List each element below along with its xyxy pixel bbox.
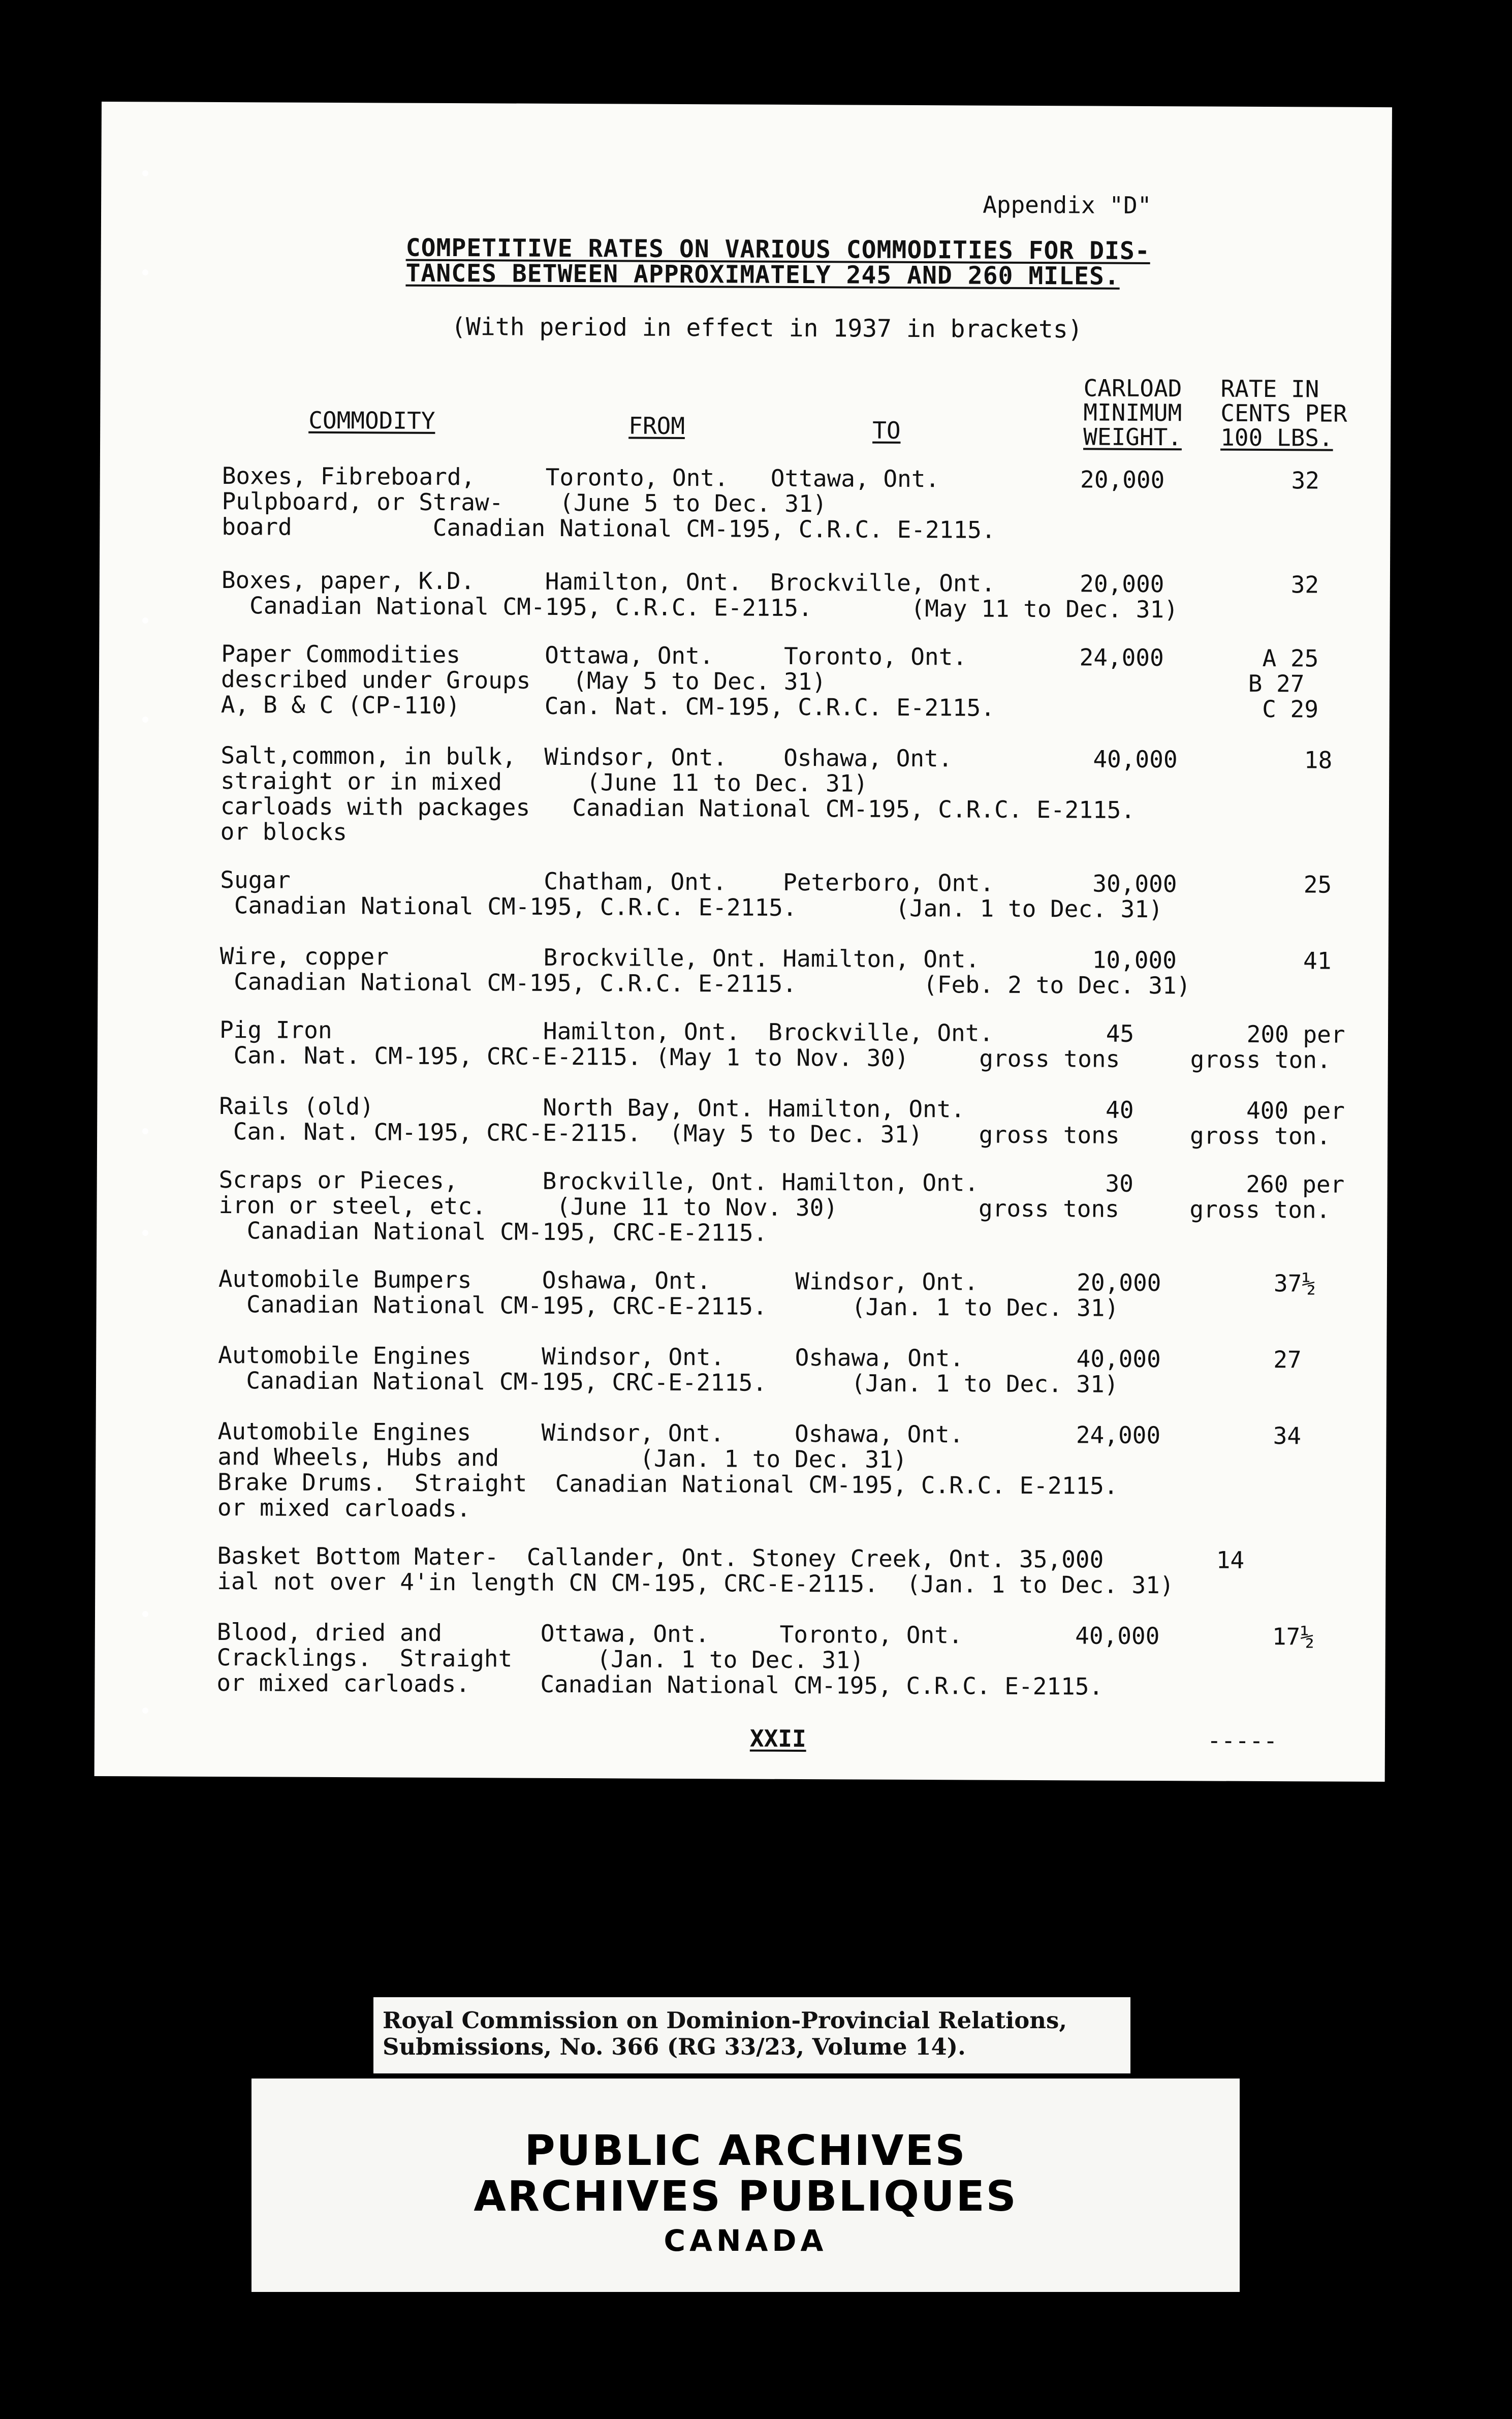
title-line-2: TANCES BETWEEN APPROXIMATELY 245 AND 260 MILES. <box>405 259 1120 291</box>
entry-line: described under Groups (May 5 to Dec. 31) B 27 <box>220 665 1305 698</box>
header-rate-3: 100 LBS. <box>1220 423 1333 452</box>
entry-line: Paper Commodities Ottawa, Ont. Toronto, Ont. 24,000 A 25 <box>221 640 1319 672</box>
entry-line: Canadian National CM-195, C.R.C. E-2115. (Feb. 2 to Dec. 31) <box>219 968 1191 1000</box>
entry-line: or mixed carloads. Canadian National CM-195, C.R.C. E-2115. <box>216 1669 1104 1700</box>
header-commodity: COMMODITY <box>308 406 435 435</box>
punch-hole <box>142 717 148 723</box>
archive-citation-label <box>373 1997 1130 2073</box>
header-rate-1: RATE IN <box>1220 375 1319 403</box>
entry-line: A, B & C (CP-110) Can. Nat. CM-195, C.R.C. E-2115. C 29 <box>220 691 1319 723</box>
citation-line-2: Submissions, No. 366 (RG 33/23, Volume 14). <box>383 2033 966 2060</box>
punch-hole <box>142 1230 148 1236</box>
entry-line: Boxes, Fibreboard, Toronto, Ont. Ottawa, Ont. 20,000 32 <box>222 462 1320 494</box>
entry-line: Rails (old) North Bay, Ont. Hamilton, Ont. 40 400 per <box>219 1092 1345 1125</box>
punch-hole <box>142 1708 148 1714</box>
entry-line: Automobile Engines Windsor, Ont. Oshawa, Ont. 24,000 34 <box>217 1417 1302 1450</box>
entry-line: Can. Nat. CM-195, CRC-E-2115. (May 5 to Dec. 31) gross tons gross ton. <box>219 1118 1331 1150</box>
entry-line: board Canadian National CM-195, C.R.C. E-2115. <box>222 513 996 544</box>
entry-line: Pig Iron Hamilton, Ont. Brockville, Ont. 45 200 per <box>219 1016 1345 1048</box>
entry-line: Blood, dried and Ottawa, Ont. Toronto, Ont. 40,000 17½ <box>216 1618 1315 1651</box>
entry-line: Basket Bottom Mater- Callander, Ont. Stoney Creek, Ont. 35,000 14 <box>217 1542 1245 1574</box>
entry-line: iron or steel, etc. (June 11 to Nov. 30) gross tons gross ton. <box>218 1191 1331 1224</box>
entry-line: Salt,common, in bulk, Windsor, Ont. Oshawa, Ont. 40,000 18 <box>220 741 1333 774</box>
entry-line: Canadian National CM-195, CRC-E-2115. (Jan. 1 to Dec. 31) <box>218 1290 1119 1322</box>
appendix-label: Appendix "D" <box>983 191 1152 220</box>
archive-stamp <box>251 2079 1240 2292</box>
entry-line: Canadian National CM-195, C.R.C. E-2115. (Jan. 1 to Dec. 31) <box>219 891 1163 923</box>
punch-hole <box>142 170 148 176</box>
header-rate-2: CENTS PER <box>1220 399 1347 427</box>
title-line-1: COMPETITIVE RATES ON VARIOUS COMMODITIES FOR DIS- <box>405 233 1150 266</box>
punch-hole <box>142 1128 148 1134</box>
header-carload-2: MINIMUM <box>1083 398 1182 427</box>
entry-line: Canadian National CM-195, CRC-E-2115. (Jan. 1 to Dec. 31) <box>217 1367 1119 1398</box>
entry-line: and Wheels, Hubs and (Jan. 1 to Dec. 31) <box>217 1443 907 1473</box>
stamp-line-2: ARCHIVES PUBLIQUES <box>474 2173 1018 2221</box>
entry-line: or mixed carloads. <box>217 1494 471 1523</box>
closing-dashes: ----- <box>1207 1726 1278 1755</box>
entry-line: Canadian National CM-195, C.R.C. E-2115. (May 11 to Dec. 31) <box>221 592 1178 624</box>
entry-line: Boxes, paper, K.D. Hamilton, Ont. Brockville, Ont. 20,000 32 <box>221 566 1319 599</box>
entry-line: straight or in mixed (June 11 to Dec. 31) <box>220 767 868 797</box>
entry-line: Automobile Engines Windsor, Ont. Oshawa, Ont. 40,000 27 <box>218 1341 1302 1374</box>
stamp-line-3: CANADA <box>664 2223 828 2258</box>
header-from: FROM <box>628 412 685 440</box>
entry-line: or blocks <box>220 818 348 846</box>
entry-line: Wire, copper Brockville, Ont. Hamilton, Ont. 10,000 41 <box>219 942 1332 975</box>
punch-hole <box>142 269 148 275</box>
entry-line: Automobile Bumpers Oshawa, Ont. Windsor, Ont. 20,000 37½ <box>218 1265 1316 1297</box>
entry-line: Can. Nat. CM-195, CRC-E-2115. (May 1 to Nov. 30) gross tons gross ton. <box>219 1041 1331 1074</box>
entry-line: Canadian National CM-195, CRC-E-2115. <box>218 1217 768 1247</box>
entry-line: Pulpboard, or Straw- (June 5 to Dec. 31) <box>222 487 827 518</box>
entry-line: carloads with packages Canadian National CM-195, C.R.C. E-2115. <box>220 792 1136 824</box>
header-to: TO <box>872 416 901 444</box>
punch-hole <box>142 617 148 624</box>
entry-line: Scraps or Pieces, Brockville, Ont. Hamilton, Ont. 30 260 per <box>218 1166 1345 1198</box>
document-page <box>94 102 1392 1782</box>
header-carload-1: CARLOAD <box>1083 374 1182 402</box>
subtitle: (With period in effect in 1937 in brackets) <box>451 313 1083 344</box>
page-number: XXII <box>749 1724 806 1753</box>
punch-hole <box>142 1611 148 1617</box>
entry-line: Cracklings. Straight (Jan. 1 to Dec. 31) <box>216 1643 864 1674</box>
entry-line: Sugar Chatham, Ont. Peterboro, Ont. 30,000 25 <box>220 866 1332 898</box>
header-carload-3: WEIGHT. <box>1083 423 1182 451</box>
entry-line: Brake Drums. Straight Canadian National CM-195, C.R.C. E-2115. <box>217 1468 1118 1500</box>
stamp-line-1: PUBLIC ARCHIVES <box>524 2127 967 2175</box>
entry-line: ial not over 4'in length CN CM-195, CRC-E-2115. (Jan. 1 to Dec. 31) <box>217 1567 1174 1599</box>
citation-line-1: Royal Commission on Dominion-Provincial Relations, <box>383 2007 1067 2034</box>
